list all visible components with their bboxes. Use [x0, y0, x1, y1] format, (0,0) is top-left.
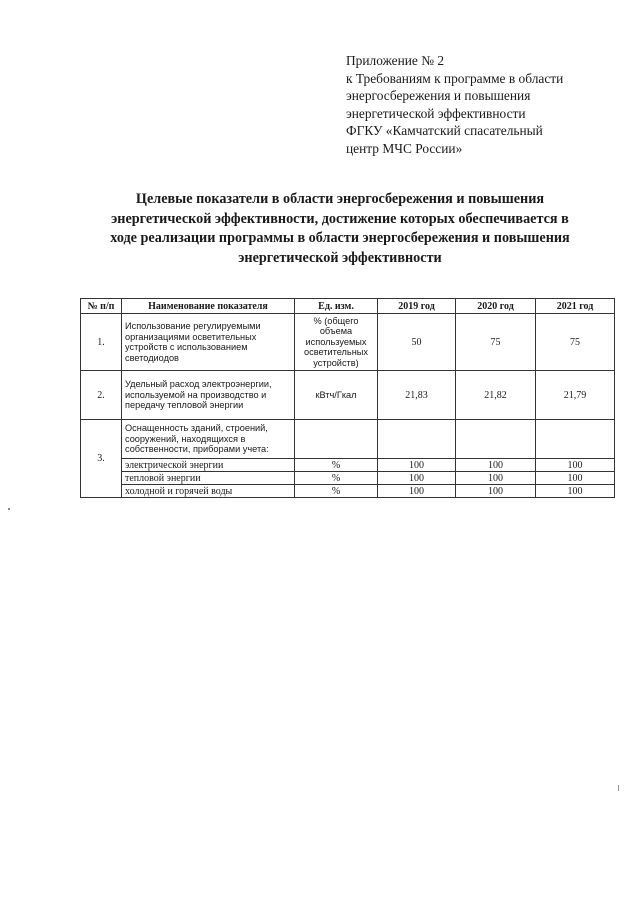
table-subrow — [81, 459, 615, 472]
subrow-unit: % — [295, 459, 378, 472]
appendix-line: центр МЧС России» — [346, 140, 463, 156]
subrow-2020: 100 — [456, 472, 536, 485]
row-2019: 50 — [378, 314, 456, 371]
table-subrow — [81, 485, 615, 498]
row-2021 — [536, 420, 615, 459]
subrow-name: электрической энергии — [122, 459, 295, 472]
scan-speck — [618, 785, 619, 791]
subrow-2020: 100 — [456, 459, 536, 472]
row-2020: 21,82 — [456, 371, 536, 420]
title-line: энергетической эффективности, достижение которых обеспечивается в — [111, 210, 569, 227]
subrow-2021: 100 — [536, 459, 615, 472]
appendix-line: энергосбережения и повышения — [346, 88, 531, 104]
appendix-line: ФГКУ «Камчатский спасательный — [346, 123, 543, 139]
appendix-line: энергетической эффективности — [346, 105, 526, 121]
row-2019: 21,83 — [378, 371, 456, 420]
scan-speck — [8, 508, 10, 510]
header-name: Наименование показателя — [122, 299, 295, 314]
table-row — [81, 420, 615, 459]
title-line: энергетической эффективности — [238, 249, 442, 266]
subrow-name: тепловой энергии — [122, 472, 295, 485]
row-unit: кВтч/Гкал — [295, 371, 378, 420]
table-row — [81, 314, 615, 371]
title-line: Целевые показатели в области энергосбережения и повышения — [135, 191, 545, 207]
row-num: 3. — [81, 420, 122, 498]
header-num: № п/п — [81, 299, 122, 314]
row-2020: 75 — [456, 314, 536, 371]
subrow-2019: 100 — [378, 472, 456, 485]
subrow-2021: 100 — [536, 485, 615, 498]
header-2020: 2020 год — [456, 299, 536, 314]
subrow-name: холодной и горячей воды — [122, 485, 295, 498]
row-num: 1. — [81, 314, 122, 371]
appendix-line: к Требованиям к программе в области — [346, 70, 564, 86]
subrow-unit: % — [295, 485, 378, 498]
table-header-row — [81, 299, 615, 314]
document-title — [80, 190, 600, 268]
header-unit: Ед. изм. — [295, 299, 378, 314]
row-2020 — [456, 420, 536, 459]
subrow-2021: 100 — [536, 472, 615, 485]
row-name: Использование регулируемыми организациями осветительных устройств с использованием светодиодов — [122, 314, 295, 371]
row-2021: 75 — [536, 314, 615, 371]
header-2021: 2021 год — [536, 299, 615, 314]
row-unit — [295, 420, 378, 459]
row-2019 — [378, 420, 456, 459]
row-name: Оснащенность зданий, строений, сооружений, находящихся в собственности, приборами учета: — [122, 420, 295, 459]
table-subrow — [81, 472, 615, 485]
subrow-2020: 100 — [456, 485, 536, 498]
subrow-unit: % — [295, 472, 378, 485]
targets-table — [80, 298, 615, 498]
row-unit: % (общего объема используемых осветительных устройств) — [295, 314, 378, 371]
header-2019: 2019 год — [378, 299, 456, 314]
title-line: ходе реализации программы в области энергосбережения и повышения — [110, 230, 570, 246]
table-row — [81, 371, 615, 420]
row-2021: 21,79 — [536, 371, 615, 420]
appendix-block — [346, 52, 616, 158]
row-num: 2. — [81, 371, 122, 420]
subrow-2019: 100 — [378, 459, 456, 472]
subrow-2019: 100 — [378, 485, 456, 498]
appendix-line: Приложение № 2 — [346, 53, 445, 68]
row-name: Удельный расход электроэнергии, используемой на производство и передачу тепловой энергии — [122, 371, 295, 420]
